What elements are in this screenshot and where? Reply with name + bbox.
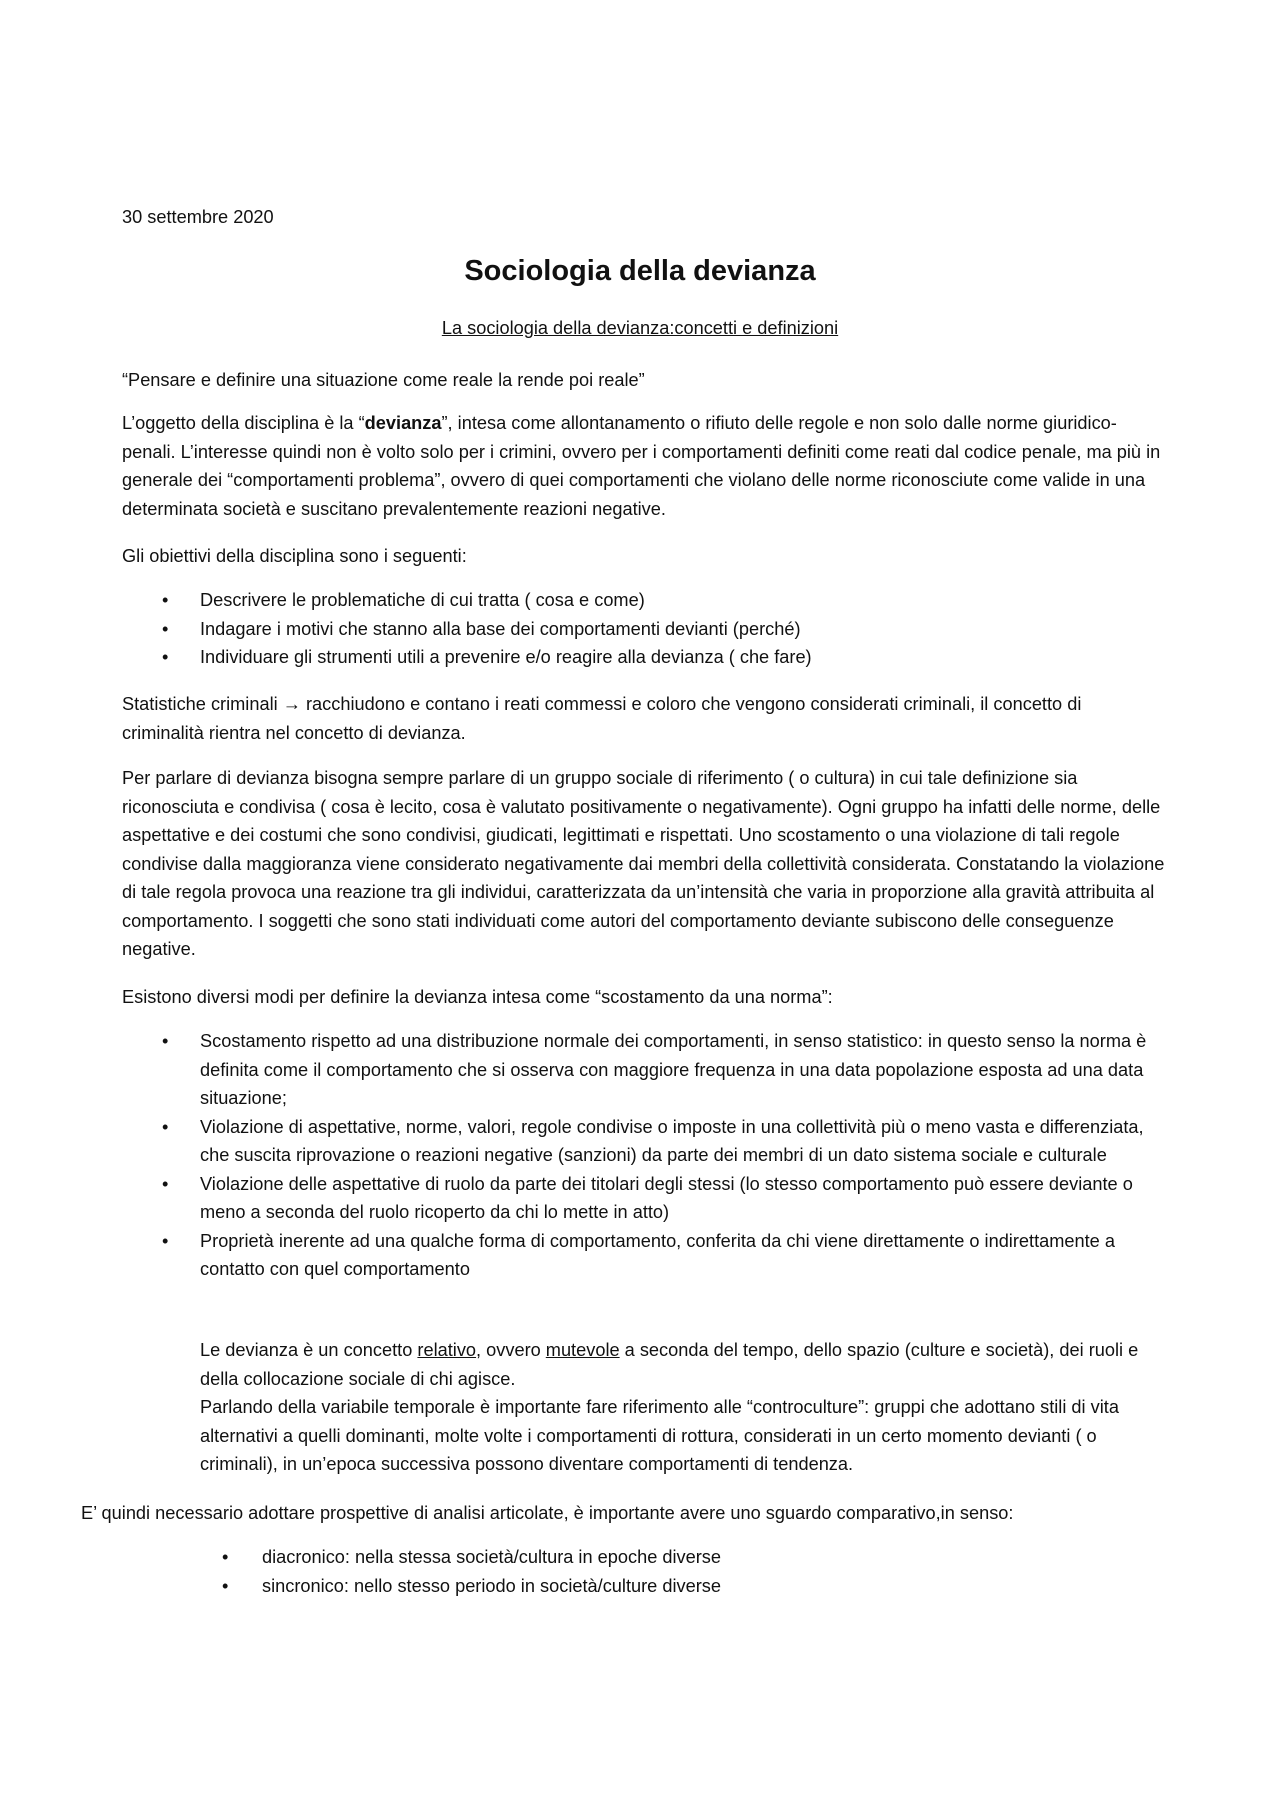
bullet: • [162,618,169,639]
list-item-text: Violazione delle aspettative di ruolo da parte dei titolari degli stessi (lo stesso comportamento può essere deviante o meno a seconda del ruolo ricoperto da chi lo mette in atto) [200,1173,1133,1222]
definitions-list [122,1027,1167,1284]
conclusion-paragraph: E’ quindi necessario adottare prospettive di analisi articolate, è importante avere uno sguardo comparativo,in senso: [81,1503,1014,1523]
list-item [122,1227,1167,1284]
objectives-lead: Gli obiettivi della disciplina sono i seguenti: [122,546,467,566]
intro-text-before: L’oggetto della disciplina è la “ [122,413,365,433]
bullet: • [222,1575,229,1596]
intro-bold-term: devianza [364,413,442,433]
document-subtitle: La sociologia della devianza:concetti e definizioni [441,318,839,338]
bullet: • [222,1547,229,1567]
list-item [122,586,1167,615]
relativity-section [200,1336,1167,1479]
bullet: • [162,1173,169,1194]
relativity-paragraph [200,1336,1167,1393]
social-group-paragraph: Per parlare di devianza bisogna sempre parlare di un gruppo sociale di riferimento ( o cultura) in cui tale definizione sia riconosciuta e condivisa ( cosa è lecito, cosa è valutato positivamente o negativamente). Ogni gruppo ha infatti delle norme, delle aspettative e dei costumi che sono condivisi, giudicati, legittimati e rispettati. Uno scostamento o una violazione di tali regole condivise dalla maggioranza viene considerato negativamente dai membri della collettività considerata. Constatando la violazione di tale regola provoca una reazione tra gli individui, caratterizzata da un’intensità che varia in proporzione alla gravità attribuita al comportamento. I soggetti che sono stati individuati come autori del comportamento deviante subiscono delle conseguenze negative. [122,768,1165,959]
relativity-text: Le devianza è un concetto [200,1340,418,1360]
list-item [122,643,1167,672]
bullet: • [162,590,169,610]
list-item-text: diacronico: nella stessa società/cultura in epoche diverse [262,1547,721,1567]
arrow-icon: → [282,694,301,714]
list-item [122,1113,1167,1170]
bullet: • [162,1031,169,1051]
bullet: • [162,1230,169,1251]
list-item-text: Indagare i motivi che stanno alla base dei comportamenti devianti (perché) [200,618,801,639]
temporal-paragraph: Parlando della variabile temporale è importante fare riferimento alle “controculture”: gruppi che adottano stili di vita alternativi a quelli dominanti, molte volte i comportamenti di rottura, considerati in un certo momento devianti ( o criminali), in un’epoca successiva possono diventare comportamenti di tendenza. [200,1397,1119,1474]
list-item-text: sincronico: nello stesso periodo in società/culture diverse [262,1575,721,1596]
list-item-text: Descrivere le problematiche di cui tratta ( cosa e come) [200,590,645,610]
list-item [184,1572,1084,1601]
underlined-term: relativo [417,1340,477,1360]
statistics-term: Statistiche criminali [122,694,278,714]
document-title: Sociologia della devianza [464,255,816,287]
statistics-text: racchiudono e contano i reati commessi e coloro che vengono considerati criminali, il concetto di criminalità rientra nel concetto di devianza. [122,694,1082,743]
document-date: 30 settembre 2020 [122,207,274,227]
list-item [122,1027,1167,1113]
bullet: • [162,647,169,667]
list-item [184,1543,1084,1572]
statistics-paragraph [122,690,1167,747]
list-item-text: Proprietà inerente ad una qualche forma di comportamento, conferita da chi viene direttamente o indirettamente a contatto con quel comportamento [200,1230,1115,1279]
list-item [122,615,1167,644]
list-item-text: Scostamento rispetto ad una distribuzione normale dei comportamenti, in senso statistico: in questo senso la norma è definita come il comportamento che si osserva con maggiore frequenza in una data popolazione esposta ad una data situazione; [200,1031,1147,1108]
perspectives-list [184,1543,1084,1600]
relativity-text: a seconda del tempo, dello spazio (culture e società), dei ruoli e della collocazione sociale di chi agisce. [200,1340,1139,1389]
list-item [122,1170,1167,1227]
objectives-list [122,586,1167,672]
bullet: • [162,1116,169,1137]
underlined-term: mutevole [545,1340,620,1360]
list-item-text: Violazione di aspettative, norme, valori, regole condivise o imposte in una collettività più o meno vasta e differenziata, che suscita riprovazione o reazioni negative (sanzioni) da parte dei membri di un dato sistema sociale e culturale [200,1116,1144,1165]
relativity-text: , ovvero [476,1340,546,1360]
intro-paragraph [122,409,1167,523]
definitions-lead: Esistono diversi modi per definire la devianza intesa come “scostamento da una norma”: [122,987,833,1007]
intro-text-after: ”, intesa come allontanamento o rifiuto delle regole e non solo dalle norme giuridico-penali. L’interesse quindi non è volto solo per i crimini, ovvero per i comportamenti definiti come reati dal codice penale, ma più in generale dei “comportamenti problema”, ovvero di quei comportamenti che violano delle norme riconosciute come valide in una determinata società e suscitano prevalentemente reazioni negative. [122,413,1161,519]
list-item-text: Individuare gli strumenti utili a prevenire e/o reagire alla devianza ( che fare) [200,647,812,667]
opening-quote: “Pensare e definire una situazione come reale la rende poi reale” [122,370,645,390]
